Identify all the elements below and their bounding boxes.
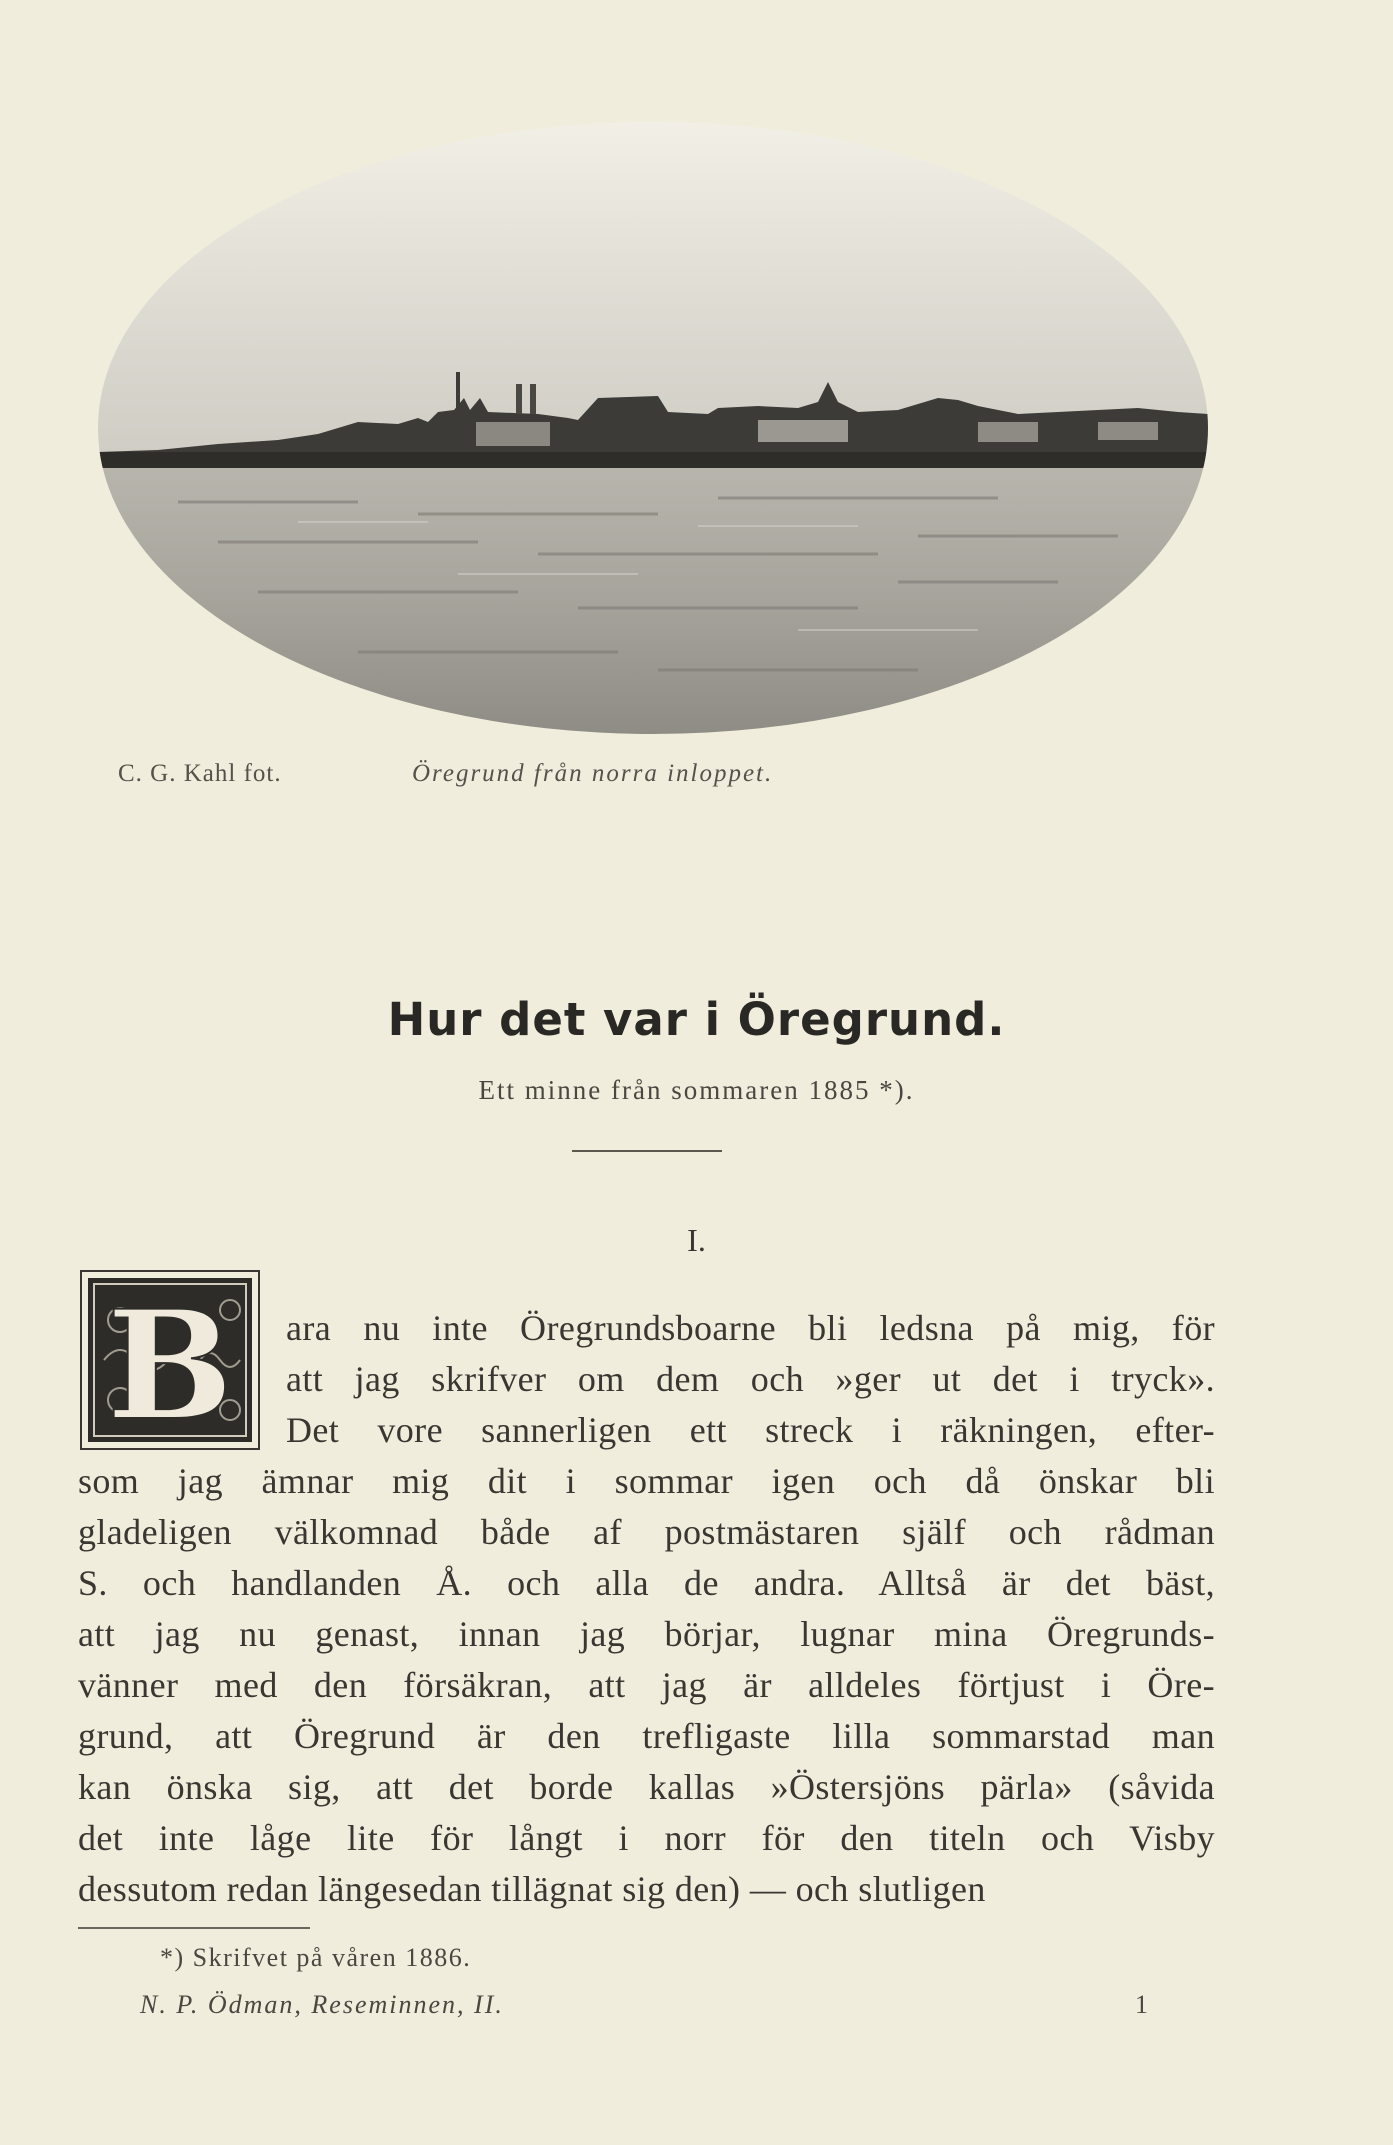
dropcap-initial — [80, 1270, 260, 1450]
body-line-8: vänner med den försäkran, att jag är alldeles förtjust i Öre- — [78, 1665, 1215, 1705]
body-line-2: att jag skrifver om dem och »ger ut det i tryck». — [286, 1359, 1215, 1399]
section-number: I. — [687, 1222, 706, 1258]
body-line-10: kan önska sig, att det borde kallas »Östersjöns pärla» (såvida — [78, 1767, 1215, 1807]
body-line-12: dessutom redan längesedan tillägnat sig den) — och slutligen — [78, 1869, 986, 1909]
body-line-6: S. och handlanden Å. och alla de andra. Alltså är det bäst, — [78, 1563, 1215, 1603]
footnote-rule — [78, 1927, 310, 1929]
photo-credit: C. G. Kahl fot. — [118, 760, 282, 787]
harbor-photo — [98, 122, 1208, 734]
body-line-5: gladeligen välkomnad både af postmästaren själf och rådman — [78, 1512, 1215, 1552]
body-line-1: ara nu inte Öregrundsboarne bli ledsna på mig, för — [286, 1308, 1215, 1348]
body-line-11: det inte låge lite för långt i norr för den titeln och Visby — [78, 1818, 1215, 1858]
article-subtitle: Ett minne från sommaren 1885 *). — [478, 1075, 915, 1105]
photo-caption: Öregrund från norra inloppet. — [412, 760, 774, 787]
footer-signature: N. P. Ödman, Reseminnen, II. — [140, 1990, 504, 2019]
title-rule — [572, 1150, 722, 1152]
dropcap-letter: B — [106, 1278, 234, 1450]
page-number: 1 — [1135, 1990, 1148, 2019]
footnote: *) Skrifvet på våren 1886. — [160, 1943, 472, 1972]
body-line-4: som jag ämnar mig dit i sommar igen och då önskar bli — [78, 1461, 1215, 1501]
body-line-3: Det vore sannerligen ett streck i räkningen, efter- — [286, 1410, 1215, 1450]
body-line-7: att jag nu genast, innan jag börjar, lugnar mina Öregrunds- — [78, 1614, 1215, 1654]
body-line-9: grund, att Öregrund är den trefligaste lilla sommarstad man — [78, 1716, 1215, 1756]
article-title: Hur det var i Öregrund. — [387, 993, 1006, 1046]
